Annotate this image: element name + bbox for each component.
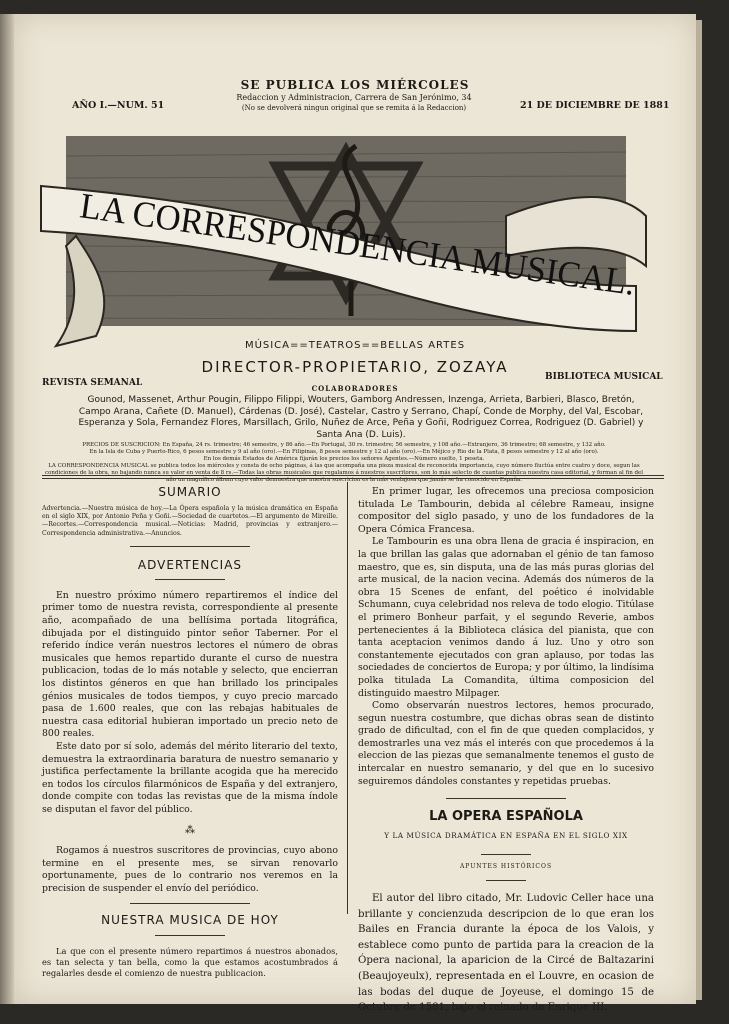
notice-line: (No se devolverá ningun original que se remita á la Redaccion) — [241, 104, 467, 112]
masthead-banner — [36, 126, 676, 376]
masthead-title: LA CORRESPONDENCIA MUSICAL. — [77, 185, 659, 306]
publication-day: SE PUBLICA LOS MIÉRCOLES — [240, 78, 470, 92]
section-rule — [446, 798, 566, 799]
prices-line: En la Isla de Cuba y Puerto-Rico, 6 pesos semestre y 9 al año (oro).—En Filipinas, 8 pesos semestre y 12 al año (oro).—En Méjico y Rio de la Plata, 8 pesos semestre y 12 al año (oro). — [89, 449, 599, 455]
section-rule — [130, 546, 250, 547]
right-column — [358, 486, 654, 1016]
advertencias-paragraph: Este dato por sí solo, además del mérito literario del texto, demuestra la extraordinaria baratura de nuestro semanario y justifica perfectamente la brillante acogida que ha merecido en todos los círculos filarmónicos de España y del extranjero, donde compite con todas las revistas que de la misma índole se disputan el favor del público. — [42, 740, 338, 815]
opera-subtitle: Y LA MÚSICA DRAMÁTICA EN ESPAÑA EN EL SIGLO XIX — [384, 830, 628, 840]
left-column — [42, 486, 338, 979]
book-spine-edge — [0, 14, 14, 1004]
apuntes-heading: APUNTES HISTÓRICOS — [459, 863, 553, 871]
section-rule — [155, 935, 225, 936]
sumario-title: SUMARIO — [158, 485, 222, 499]
collaborators-list: Gounod, Massenet, Arthur Pougin, Filippo Filippi, Wouters, Gamborg Andressen, Inzenga, Arrieta, Barbieri, Blasco, Bretón, Campo Arana, Cañete (D. Manuel), Cárdenas (D. José), Castelar, Castro y Serrano, Chapí, Conde de Morphy, del Val, Escobar, Esperanza y Sola, Fernandez Flores, Marsillach, Grilo, Nuñez de Arce, Peña y Goñi, Rodriguez Correa, Rodriguez (D. Gabriel) y Santa Ana (D. Luis). — [78, 395, 644, 440]
sumario-text: Advertencia.—Nuestra música de hoy.—La Ópera española y la música dramática en España en el siglo XIX, por Antonio Peña y Goñi.—Sociedad de cuartetos.—El argumento de Mireille.—Recortes.—Correspondencia musical.—Noticias: Madrid, provincias y extranjero.—Correspondencia administrativa.—Anuncios. — [42, 504, 338, 537]
collaborators-heading: COLABORADORES — [311, 384, 399, 393]
newspaper-page — [14, 14, 696, 1014]
right-paragraph: En primer lugar, les ofrecemos una preciosa composicion titulada Le Tambourin, debida al célebre Rameau, insigne compositor del siglo pasado, y uno de los fundadores de la Opera Cómica Francesa. — [358, 486, 654, 535]
advertencias-title: ADVERTENCIAS — [137, 558, 243, 573]
column-divider — [347, 482, 348, 914]
prices-line: En los demás Estados de América fíjarán los precios los señores Agentes.—Número suelto, 1 peseta. — [203, 456, 485, 462]
prices-line: LA CORRESPONDENCIA MUSICAL se publica todos los miércoles y consta de ocho páginas, á las que acompaña una pieza musical de reconocida importancia, cuyo número fluctúa entre cuatro y doce, segun las condiciones de la obra, no bajando nunca su valor en venta de 8 rs.—Todas las obras musicales que regalamos á nuestros suscritores, son lo más selecto de cuantas publica nuestra casa editorial, y forman al fin del año un magnífico álbum cuyo valor demuestra que nuestra suscricion es la más ventajosa que jamás se ha conocido en España. — [44, 463, 644, 483]
section-rule — [155, 579, 225, 580]
musica-title: NUESTRA MUSICA DE HOY — [101, 913, 279, 928]
director-line: DIRECTOR-PROPIETARIO, ZOZAYA — [201, 358, 509, 376]
advertencias-paragraph: Rogamos á nuestros suscritores de provincias, cuyo abono termine en el presente mes, se sirvan renovarlo oportunamente, pues de lo contrario nos veremos en la precision de suspender el envío del periódico. — [42, 845, 338, 894]
issue-number: AÑO I.—NUM. 51 — [72, 100, 165, 111]
musica-paragraph: La que con el presente número repartimos á nuestros abonados, es tan selecta y tan bella, como la que estamos acostumbrados á regalarles desde el comienzo de nuestra publicacion. — [42, 946, 338, 979]
header-divider — [42, 478, 664, 479]
section-rule — [481, 854, 531, 855]
asterism: ⁂ — [185, 824, 195, 836]
prices-line: PRECIOS DE SUSCRICION: En España, 24 rs. trimestre; 46 semestre, y 86 año.—En Portugal, 30 rs. trimestre; 56 semestre, y 108 año.—Extranjero, 36 trimestre; 68 semestre, y 132 año. — [82, 442, 606, 448]
page-edge — [696, 20, 702, 1000]
issue-date: 21 DE DICIEMBRE DE 1881 — [520, 100, 670, 111]
header-divider — [42, 475, 664, 476]
left-label: REVISTA SEMANAL — [42, 378, 143, 388]
right-paragraph: Le Tambourin es una obra llena de gracia é inspiracion, en la que brillan las galas que adornaban el génio de tan famoso maestro, que es, sin disputa, una de las más puras glorias del arte musical, de la nacion vecina. Además dos números de la obra 15 Scenes de enfant, del poético é inolvidable Schumann, cuya celebridad nos releva de todo elogio. Titúlase el primero Bonheur parfait, y el segundo Reverie, ambos pertenecientes á la Biblioteca clásica del pianista, que con tanta aceptacion venimos dando á luz. Uno y otro son constantemente ejecutados con gran aplauso, por todas las sociedades de conciertos de Europa; y por último, la lindísima polka titulada La Comandita, última composicion del distinguido maestro Milpager. — [358, 536, 654, 699]
address-line: Redaccion y Administracion, Carrera de San Jerónimo, 34 — [236, 93, 472, 102]
opera-title: LA OPERA ESPAÑOLA — [429, 809, 583, 825]
opera-paragraph: El autor del libro citado, Mr. Ludovic Celler hace una brillante y concienzuda descripcion de lo que eran los Bailes en Francia durante la época de los Valois, y establece como punto de partida para la creacion de la Ópera nacional, la aparicion de la Circé de Baltazarini (Beaujoyeulx), representada en el Louvre, en ocasion de las bodas del duque de Joyeuse, el domingo 15 de Octubre de 1581, bajo el reinado de Enrique III. — [358, 893, 654, 1014]
section-rule — [486, 880, 526, 881]
tagline: MÚSICA==TEATROS==BELLAS ARTES — [244, 340, 466, 351]
advertencias-paragraph: En nuestro próximo número repartiremos el índice del primer tomo de nuestra revista, correspondiente al presente año, acompañado de una bellísima portada litográfica, dibujada por el distinguido pintor señor Taberner. Por el referido índice verán nuestros lectores el número de obras musicales que hemos repartido durante el curso de nuestra publicacion, todas de lo más notable y selecto, que encierran los distintos géneros en que han brillado los principales génios musicales de todos tiempos, y cuyo precio marcado pasa de 1.600 reales, que con las rebajas habituales de nuestra casa editorial hubieran importado un precio neto de 800 reales. — [42, 589, 338, 740]
right-paragraph: Como observarán nuestros lectores, hemos procurado, segun nuestra costumbre, que dichas obras sean de distinto grado de dificultad, con el fin de que queden complacidos, y demostrarles una vez más el interés con que procedemos á la eleccion de las piezas que semanalmente tenemos el gusto de intercalar en nuestro semanario, y del que en lo sucesivo seguiremos dándoles constantes y repetidas pruebas. — [358, 700, 654, 787]
right-label: BIBLIOTECA MUSICAL — [545, 372, 663, 382]
section-rule — [130, 903, 250, 904]
